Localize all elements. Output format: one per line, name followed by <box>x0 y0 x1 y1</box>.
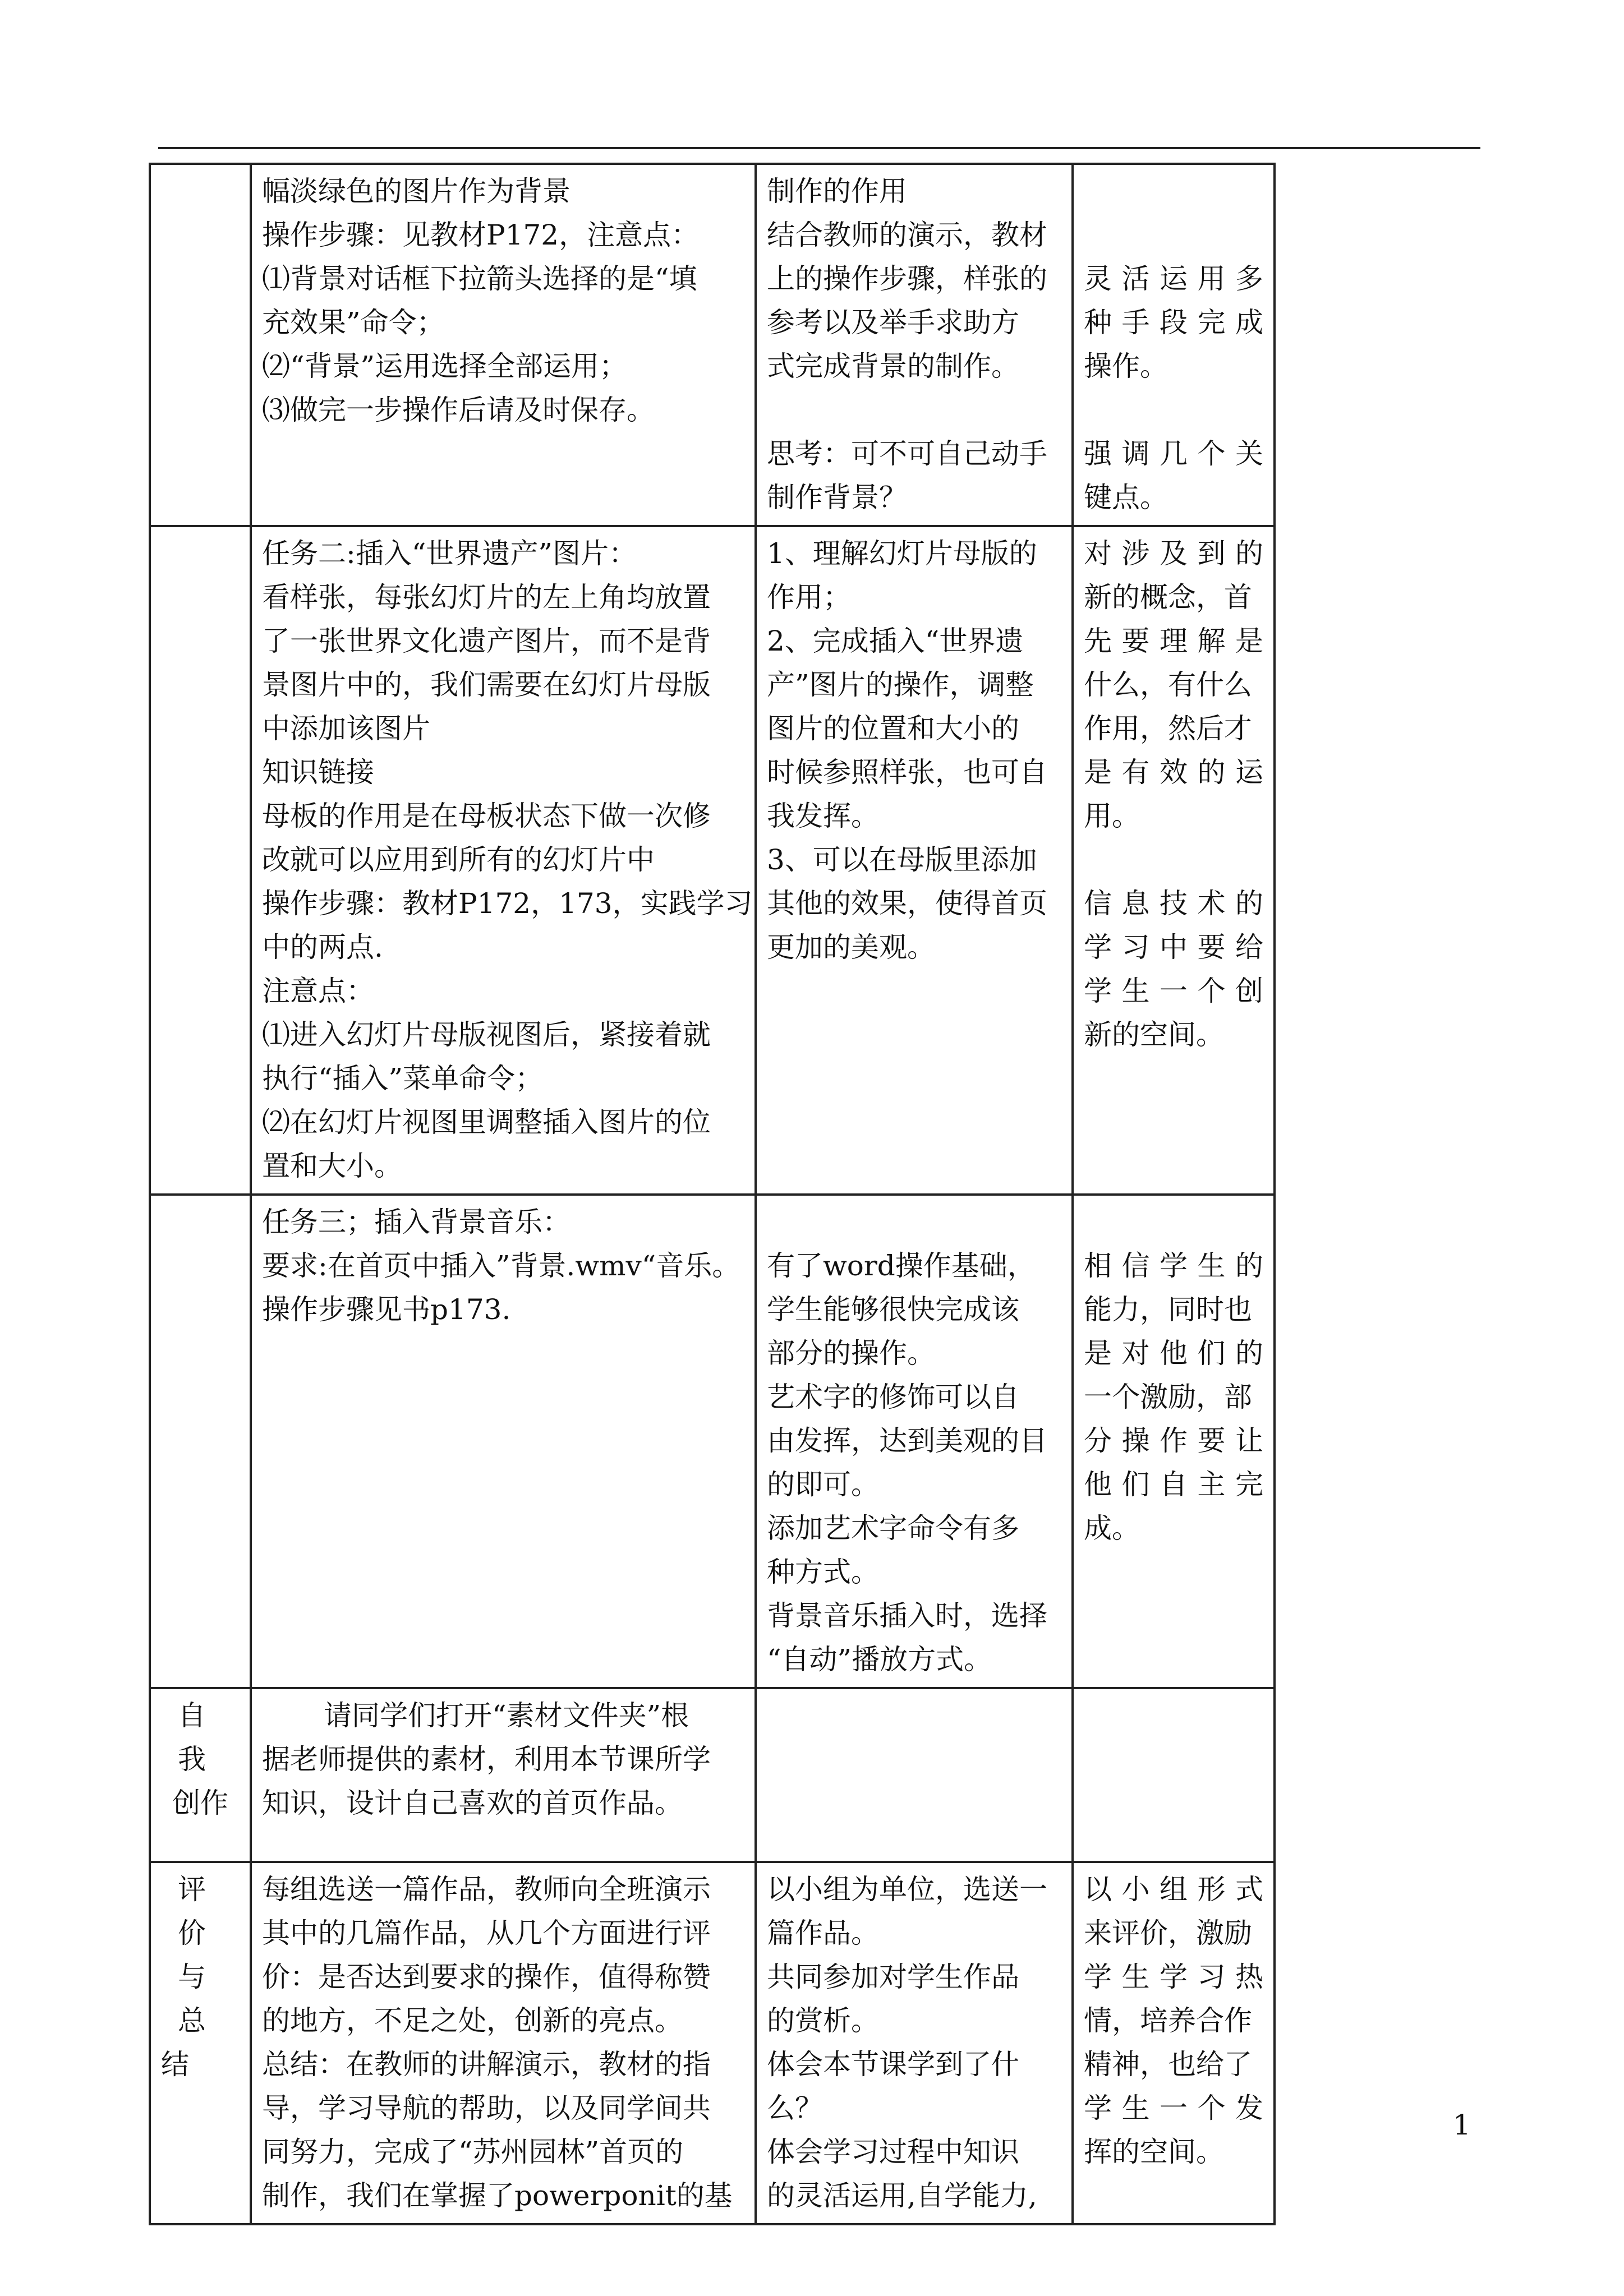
table-row <box>150 1688 1275 1862</box>
text-line: 信息技术的 <box>1084 887 1263 920</box>
text-line: ⑵在幻灯片视图里调整插入图片的位 <box>262 1106 711 1138</box>
stage-label: 创作 <box>172 1787 228 1819</box>
text-line: 作用，然后才 <box>1084 712 1252 745</box>
text-line: 请同学们打开“素材文件夹”根 <box>324 1699 689 1732</box>
text-line: 任务三；插入背景音乐： <box>262 1206 571 1238</box>
text-line: 学生学习热 <box>1084 1961 1263 1993</box>
student-activity-cell <box>756 1688 1073 1862</box>
student-activity-cell <box>756 164 1073 526</box>
text-line: 挥的空间。 <box>1084 2136 1224 2168</box>
text-line: 操作步骤：教材P172，173，实践学习 <box>262 887 753 920</box>
lesson-plan-table <box>149 163 1276 2225</box>
text-line: 我发挥。 <box>767 800 879 832</box>
text-line: 能力，同时也 <box>1084 1293 1252 1326</box>
text-line: 以小组为单位，选送一 <box>767 1873 1047 1906</box>
text-line: 同努力，完成了“苏州园林”首页的 <box>262 2136 684 2168</box>
text-line: 中添加该图片 <box>262 712 430 745</box>
text-line: 执行“插入”菜单命令； <box>262 1062 544 1095</box>
table-row <box>150 1862 1275 2224</box>
stage-label: 评价 <box>178 1873 223 1949</box>
text-line: 共同参加对学生作品 <box>767 1961 1019 1993</box>
text-line: 参考以及举手求助方 <box>767 306 1019 339</box>
text-line: 制作，我们在掌握了powerponit的基 <box>262 2179 733 2212</box>
text-line: 上的操作步骤，样张的 <box>767 262 1047 295</box>
text-line: 式完成背景的制作。 <box>767 350 1019 382</box>
text-line: 么？ <box>767 2092 823 2124</box>
text-line: 结合教师的演示，教材 <box>767 219 1047 251</box>
text-line: 学生一个发 <box>1084 2092 1263 2124</box>
text-line: 景图片中的，我们需要在幻灯片母版 <box>262 668 711 701</box>
text-line: 学习中要给 <box>1084 931 1263 963</box>
text-line: 看样张，每张幻灯片的左上角均放置 <box>262 581 711 614</box>
text-line: 置和大小。 <box>262 1150 402 1182</box>
text-line: 种手段完成 <box>1084 306 1263 339</box>
text-line: 作用； <box>767 581 851 614</box>
design-intent-cell <box>1073 526 1275 1195</box>
text-line: 先要理解是 <box>1084 625 1263 657</box>
text-line: 学生一个创 <box>1084 975 1263 1007</box>
stage-label: 与总 <box>178 1961 223 2037</box>
text-line: ⑵“背景”运用选择全部运用； <box>262 350 628 382</box>
stage-label: 结 <box>161 2048 189 2081</box>
text-line: 其他的效果，使得首页 <box>767 887 1047 920</box>
text-line: 情，培养合作 <box>1084 2004 1252 2037</box>
text-line: 相信学生的 <box>1084 1250 1263 1282</box>
text-line: 对涉及到的 <box>1084 537 1263 570</box>
design-intent-cell <box>1073 164 1275 526</box>
text-line: 其中的几篇作品，从几个方面进行评 <box>262 1917 711 1949</box>
text-line: 3、可以在母版里添加 <box>767 843 1037 876</box>
text-line: 艺术字的修饰可以自 <box>767 1381 1019 1413</box>
stage-cell <box>150 1195 251 1688</box>
text-line: 2、完成插入“世界遗 <box>767 625 1024 657</box>
text-line: 有了word操作基础， <box>767 1250 1036 1282</box>
text-line: 部分的操作。 <box>767 1337 935 1370</box>
text-line: 时候参照样张，也可自 <box>767 756 1047 789</box>
text-line: 键点。 <box>1084 481 1168 514</box>
text-line: 充效果”命令； <box>262 306 445 339</box>
design-intent-cell <box>1073 1688 1275 1862</box>
text-line: 用。 <box>1084 800 1140 832</box>
text-line: 是有效的运 <box>1084 756 1263 789</box>
design-intent-cell <box>1073 1862 1275 2224</box>
table-row <box>150 1195 1275 1688</box>
text-line: 知识链接 <box>262 756 374 789</box>
text-line: 知识，设计自己喜欢的首页作品。 <box>262 1787 683 1819</box>
text-line: 制作的作用 <box>767 175 907 208</box>
text-line: 学生能够很快完成该 <box>767 1293 1019 1326</box>
text-line: 新的空间。 <box>1084 1018 1224 1051</box>
text-line: 操作步骤：见教材P172，注意点： <box>262 219 700 251</box>
student-activity-cell <box>756 1195 1073 1688</box>
text-line: 制作背景？ <box>767 481 907 514</box>
text-line: 来评价，激励 <box>1084 1917 1252 1949</box>
text-line: 导，学习导航的帮助，以及同学间共 <box>262 2092 711 2124</box>
text-line: 什么，有什么 <box>1084 668 1252 701</box>
text-line: 操作。 <box>1084 350 1168 382</box>
page-number: 1 <box>1453 2109 1471 2141</box>
text-line: 由发挥，达到美观的目 <box>767 1424 1047 1457</box>
teacher-activity-cell <box>251 1688 756 1862</box>
stage-label: 自我 <box>178 1699 223 1776</box>
stage-cell <box>150 164 251 526</box>
teacher-activity-cell <box>251 1195 756 1688</box>
text-line: 总结：在教师的讲解演示，教材的指 <box>262 2048 711 2081</box>
text-line: 了一张世界文化遗产图片，而不是背 <box>262 625 711 657</box>
text-line: 母板的作用是在母板状态下做一次修 <box>262 800 711 832</box>
text-line: 以小组形式 <box>1084 1873 1263 1906</box>
text-line: 成。 <box>1084 1512 1140 1545</box>
text-line: ⑴背景对话框下拉箭头选择的是“填 <box>262 262 697 295</box>
text-line: 新的概念，首 <box>1084 581 1252 614</box>
text-line: 分操作要让 <box>1084 1424 1263 1457</box>
text-line: ⑶做完一步操作后请及时保存。 <box>262 394 655 426</box>
text-line: 要求:在首页中插入”背景.wmv“音乐。 <box>262 1250 740 1282</box>
text-line: 他们自主完 <box>1084 1468 1263 1501</box>
student-activity-cell <box>756 526 1073 1195</box>
text-line: “自动”播放方式。 <box>767 1643 992 1676</box>
text-line: 的地方，不足之处，创新的亮点。 <box>262 2004 683 2037</box>
text-line: 的即可。 <box>767 1468 879 1501</box>
text-line: 一个激励，部 <box>1084 1381 1252 1413</box>
text-line: 更加的美观。 <box>767 931 935 963</box>
stage-cell <box>150 1862 251 2224</box>
text-line: 添加艺术字命令有多 <box>767 1512 1019 1545</box>
text-line: 精神，也给了 <box>1084 2048 1252 2081</box>
text-line: 注意点： <box>262 975 374 1007</box>
stage-cell <box>150 526 251 1195</box>
text-line: 中的两点. <box>262 931 383 963</box>
table-row <box>150 526 1275 1195</box>
text-line: 的灵活运用,自学能力, <box>767 2179 1037 2212</box>
text-line: 是对他们的 <box>1084 1337 1263 1370</box>
text-line: 的赏析。 <box>767 2004 879 2037</box>
text-line: 改就可以应用到所有的幻灯片中 <box>262 843 655 876</box>
teacher-activity-cell <box>251 164 756 526</box>
text-line: 价：是否达到要求的操作，值得称赞 <box>262 1961 711 1993</box>
text-line: 幅淡绿色的图片作为背景 <box>262 175 571 208</box>
text-line: 操作步骤见书p173. <box>262 1293 511 1326</box>
teacher-activity-cell <box>251 1862 756 2224</box>
header-rule <box>158 147 1480 149</box>
text-line: 每组选送一篇作品，教师向全班演示 <box>262 1873 711 1906</box>
text-line: 体会本节课学到了什 <box>767 2048 1019 2081</box>
text-line: 思考：可不可自己动手 <box>767 437 1047 470</box>
student-activity-cell <box>756 1862 1073 2224</box>
table-row <box>150 164 1275 526</box>
text-line: 篇作品。 <box>767 1917 879 1949</box>
text-line: 任务二:插入“世界遗产”图片： <box>262 537 637 570</box>
text-line: 据老师提供的素材，利用本节课所学 <box>262 1743 711 1776</box>
design-intent-cell <box>1073 1195 1275 1688</box>
teacher-activity-cell <box>251 526 756 1195</box>
text-line: 灵活运用多 <box>1084 262 1263 295</box>
text-line: 强调几个关 <box>1084 437 1263 470</box>
text-line: ⑴进入幻灯片母版视图后，紧接着就 <box>262 1018 711 1051</box>
text-line: 背景音乐插入时，选择 <box>767 1599 1047 1632</box>
text-line: 体会学习过程中知识 <box>767 2136 1019 2168</box>
text-line: 图片的位置和大小的 <box>767 712 1019 745</box>
text-line: 1、理解幻灯片母版的 <box>767 537 1037 570</box>
stage-cell <box>150 1688 251 1862</box>
text-line: 种方式。 <box>767 1556 879 1588</box>
text-line: 产”图片的操作，调整 <box>767 668 1034 701</box>
